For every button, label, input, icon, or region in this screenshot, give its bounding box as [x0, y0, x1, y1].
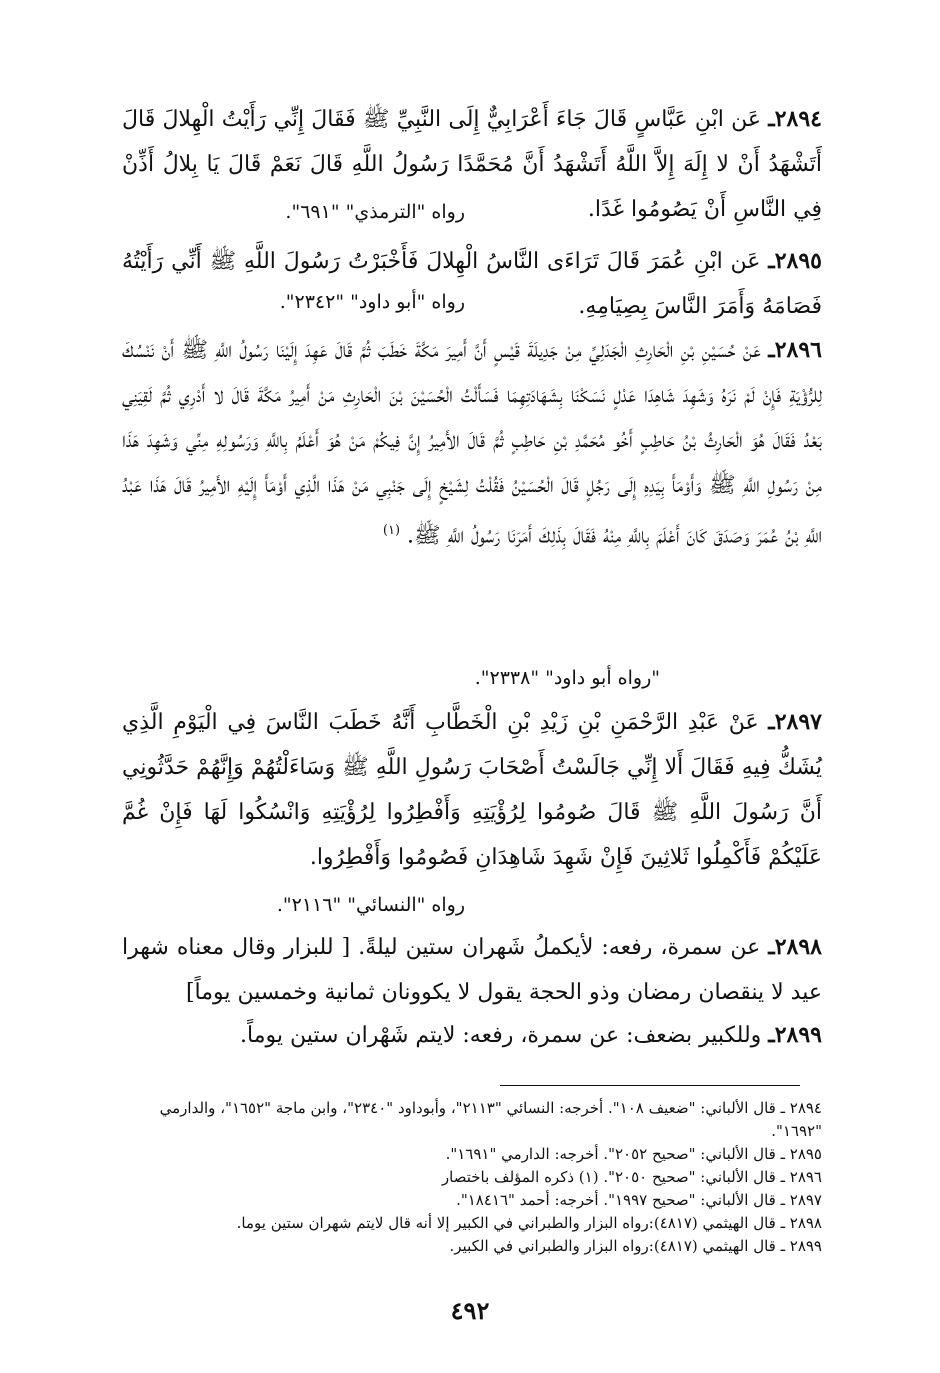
hadith-text: عَن ابْنِ عُمَرَ قَالَ تَرَاءَى النَّاسُ الْهِلالَ فَأَخْبَرْتُ رَسُولَ اللَّهِ ﷺ أَنِّي رَأَيْتُهُ فَصَامَهُ وَأَمَرَ النَّاسَ بِصِيَامِهِ. — [122, 249, 822, 319]
hadith-source: رواه "الترمذي" "٦٩١". — [285, 201, 465, 223]
footnote: ٢٨٩٥ ـ قال الألباني: "صحيح ٢٠٥٢". أخرجه: الدارمي "١٦٩١". — [445, 1145, 822, 1163]
hadith-number: ٢٨٩٩ـ — [768, 1022, 822, 1048]
footnote-separator — [500, 1085, 800, 1086]
hadith-2898 — [122, 925, 822, 1015]
hadith-text: عن سمرة، رفعه: لأيكملُ شَهران ستين ليلةً. [ للبزار وقال معناه شهرا عيد لا ينقصان رمضان وذو الحجة يقول لا يكوونان ثمانية وخمسين يوماً] — [122, 935, 822, 1005]
hadith-number: ٢٨٩٧ـ — [768, 709, 822, 735]
footnote: ٢٨٩٧ ـ قال الألباني: "صحيح ١٩٩٧". أخرجه: أحمد "١٨٤١٦". — [456, 1191, 822, 1209]
footnote: ٢٨٩٤ ـ قال الألباني: "ضعيف ١٠٨". أخرجه: النسائي "٢١١٣"، وأبوداود "٢٣٤٠"، وابن ماجة "١٦٥٢"، والدارمي "١٦٩٢". — [159, 1099, 822, 1140]
hadith-number: ٢٨٩٤ـ — [768, 106, 822, 132]
hadith-text: وللكبير بضعف: عن سمرة، رفعه: لايتم شَهْران ستين يوماً. — [240, 1023, 762, 1048]
footnote-marker: (١) — [382, 523, 401, 538]
footnote: ٢٨٩٨ ـ قال الهيثمي (٤٨١٧):رواه البزار والطبراني في الكبير إلا أنه قال لايتم شهران ستين يوما. — [236, 1214, 822, 1232]
hadith-number: ٢٨٩٨ـ — [768, 934, 822, 960]
hadith-source: رواه "أبو داود" "٢٣٤٢". — [279, 291, 465, 313]
footnotes — [122, 1097, 822, 1258]
hadith-source: "رواه أبو داود" "٢٣٣٨". — [474, 667, 660, 689]
hadith-2897 — [122, 700, 822, 880]
hadith-text: عَنْ عَبْدِ الرَّحْمَنِ بْنِ زَيْدِ بْنِ الْخَطَّابِ أَنَّهُ خَطَبَ النَّاسَ فِي الْيَوْمِ الَّذِي يُشَكُّ فِيهِ فَقَالَ أَلا إِنِّي جَالَسْتُ أَصْحَابَ رَسُولِ اللَّهِ ﷺ وَسَاءَلْتُهُمْ وَإِنَّهُمْ حَدَّثُونِي أَنَّ رَسُولَ اللَّهِ ﷺ قَالَ صُومُوا لِرُؤْيَتِهِ وَأَفْطِرُوا لِرُؤْيَتِهِ وَانْسُكُوا لَهَا فَإِنْ غُمَّ عَلَيْكُمْ فَأَكْمِلُوا ثَلاثِينَ فَإِنْ شَهِدَ شَاهِدَانِ فَصُومُوا وَأَفْطِرُوا. — [122, 710, 822, 870]
hadith-text: عَنْ حُسَيْنِ بْنِ الْحَارِثِ الْجَدَلِيِّ مِنْ جَدِيلَةَ قَيْسٍ أَنَّ أَمِيرَ مَكَّةَ خَطَبَ ثُمَّ قَالَ عَهِدَ إِلَيْنَا رَسُولُ اللَّهِ ﷺ أَنْ نَنْسُكَ لِلرُّؤْيَةِ فَإِنْ لَمْ نَرَهُ وَشَهِدَ شَاهِدَا عَدْلٍ نَسَكْنَا بِشَهَادَتِهِمَا فَسَأَلْتُ الْحُسَيْنَ بْنَ الْحَارِثِ مَنْ أَمِيرُ مَكَّةَ قَالَ لا أَدْرِي ثُمَّ لَقِيَنِي بَعْدُ فَقَالَ هُوَ الْحَارِثُ بْنُ حَاطِبٍ أَخُو مُحَمَّدِ بْنِ حَاطِبٍ ثُمَّ قَالَ الأَمِيرُ إِنَّ فِيكُمْ مَنْ هُوَ أَعْلَمُ بِاللَّهِ وَرَسُولِهِ مِنِّي وَشَهِدَ هَذَا مِنْ رَسُولِ اللَّهِ ﷺ وَأَوْمَأَ بِيَدِهِ إِلَى رَجُلٍ قَالَ الْحُسَيْنُ فَقُلْتُ لِشَيْخٍ إِلَى جَنْبِي مَنْ هَذَا الَّذِي أَوْمَأَ إِلَيْهِ الأَمِيرُ قَالَ هَذَا عَبْدُ اللَّهِ بْنُ عُمَرَ وَصَدَقَ كَانَ أَعْلَمَ بِاللَّهِ مِنْهُ فَقَالَ بِذَلِكَ أَمَرَنَا رَسُولُ اللَّهِ ﷺ. — [122, 338, 822, 549]
footnote: ٢٨٩٦ ـ قال الألباني: "صحيح ٢٠٥٠". (١) ذكره المؤلف باختصار — [441, 1168, 822, 1186]
footnote: ٢٨٩٩ ـ قال الهيثمي (٤٨١٧):رواه البزار والطبراني في الكبير. — [449, 1237, 822, 1255]
page-number: ٤٩٢ — [450, 1296, 490, 1325]
hadith-number: ٢٨٩٦ـ — [768, 337, 822, 363]
hadith-source: رواه "النسائي" "٢١١٦". — [276, 894, 465, 916]
hadith-text: عَن ابْنِ عَبَّاسٍ قَالَ جَاءَ أَعْرَابِيٌّ إِلَى النَّبِيِّ ﷺ فَقَالَ إِنِّي رَأَيْتُ الْهِلالَ قَالَ أَتَشْهَدُ أَنْ لا إِلَهَ إِلاَّ اللَّهُ أَتَشْهَدُ أَنَّ مُحَمَّدًا رَسُولُ اللَّهِ قَالَ نَعَمْ قَالَ يَا بِلالُ أَذِّنْ فِي النَّاسِ أَنْ يَصُومُوا غَدًا. — [122, 107, 822, 222]
hadith-number: ٢٨٩٥ـ — [768, 248, 822, 274]
hadith-2899 — [122, 1013, 822, 1058]
hadith-2896 — [122, 328, 822, 558]
